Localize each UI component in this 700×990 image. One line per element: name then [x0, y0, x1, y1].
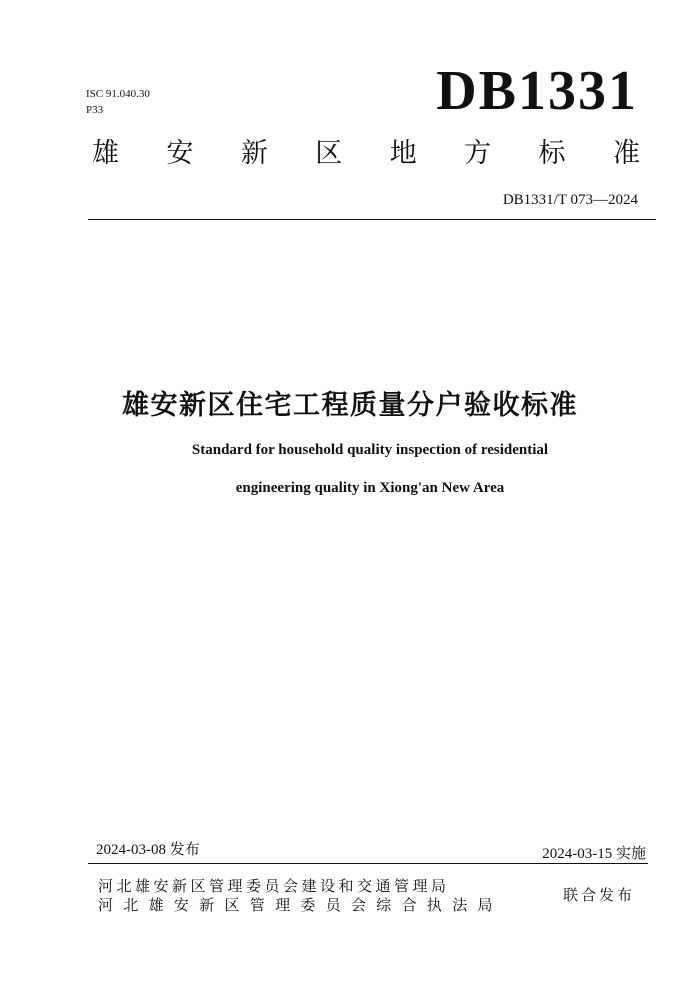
standard-type-char: 方 [464, 138, 492, 169]
standard-type-char: 区 [315, 138, 343, 169]
implement-label: 实施 [615, 844, 646, 862]
publish-label: 发布 [169, 840, 200, 858]
footer-divider [88, 863, 648, 864]
standard-type-char: 准 [612, 138, 640, 169]
classification-codes [86, 86, 150, 118]
title-english-line-2: engineering quality in Xiong'an New Area [235, 480, 505, 496]
standard-type-char: 标 [538, 138, 566, 169]
implement-date-value: 2024-03-15 [542, 846, 613, 862]
standard-code: DB1331 [436, 60, 638, 122]
header-divider [88, 219, 656, 220]
standard-type [92, 136, 640, 172]
issuer-1: 河北雄安新区管理委员会建设和交通管理局 [98, 877, 450, 895]
issuers [98, 877, 503, 915]
standard-type-char: 地 [389, 138, 417, 169]
standard-number: DB1331/T 073—2024 [502, 192, 638, 208]
ics-code: ISC 91.040.30 [86, 88, 150, 100]
publish-date-value: 2024-03-08 [96, 842, 166, 858]
title-english-line-1: Standard for household quality inspection of residential [191, 442, 549, 458]
ccs-code: P33 [86, 104, 104, 116]
standard-type-char: 安 [166, 138, 194, 169]
title-chinese: 雄安新区住宅工程质量分户验收标准 [122, 390, 578, 421]
implement-date [542, 842, 646, 863]
publish-date [96, 838, 200, 859]
issuer-2: 河北雄安新区管理委员会综合执法局 [98, 896, 503, 914]
standard-type-char: 雄 [92, 138, 119, 169]
standard-type-char: 新 [240, 138, 268, 169]
joint-release-label: 联合发布 [563, 886, 636, 904]
